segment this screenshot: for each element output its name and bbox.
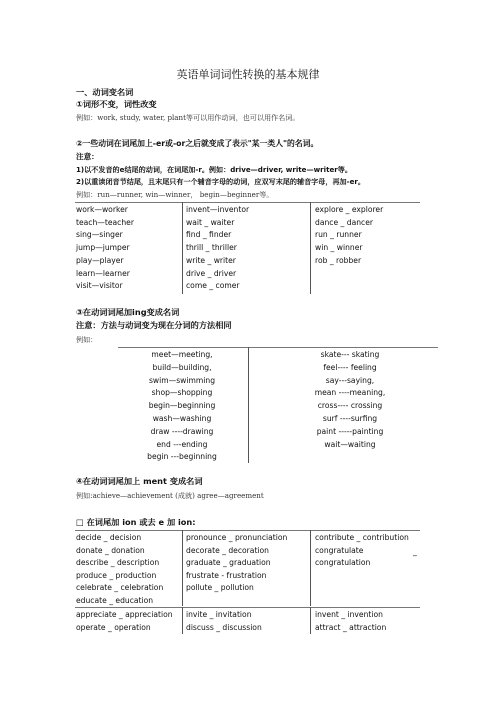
table-cell: attract _ attraction [315, 622, 387, 632]
list-item: feel---- feeling [323, 362, 377, 372]
table-cell: visit—visitor [76, 281, 123, 291]
ion-table-divider [182, 607, 183, 634]
table-cell: come _ comer [186, 281, 240, 291]
list-item: end ---ending [156, 439, 208, 449]
table-cell: invite _ invitation [186, 610, 252, 619]
document-title: 英语单词词性转换的基本规律 [176, 68, 320, 81]
rule-3-example-label: 例如： [76, 335, 98, 344]
list-item: meet—meeting, [151, 350, 213, 359]
list-item: draw ----drawing [150, 426, 214, 436]
table-cell: produce _ production [76, 570, 157, 580]
table-cell: decide _ decision [76, 533, 142, 542]
list-item: swim—swimming [148, 375, 216, 385]
table-cell: explore _ explorer [315, 205, 384, 214]
table-cell: play—player [76, 255, 124, 265]
ing-right-column [280, 349, 420, 451]
table-cell: pronounce _ pronunciation [186, 533, 288, 542]
rule-3-note: 注意：方法与动词变为现在分词的方法相同 [76, 320, 232, 330]
rule-2-heading: ②一些动词在词尾加上-er或-or之后就变成了表示"某一类人"的名词。 [76, 139, 319, 148]
ing-table-divider [248, 347, 249, 463]
table-cell: celebrate _ celebration [76, 583, 164, 592]
table-cell: invent—inventor [186, 205, 250, 214]
list-item: shop—shopping [151, 388, 213, 398]
list-item: begin—beginning [148, 401, 216, 411]
ion-table-divider [182, 530, 183, 606]
list-item: build—building, [152, 362, 212, 372]
ion-column [186, 532, 287, 595]
rule-4-heading: ④在动词词尾加上 ment 变成名词 [76, 476, 203, 486]
ion-table-top-border [75, 530, 420, 531]
table-cell: describe _ description [76, 558, 160, 567]
ion-column [315, 609, 386, 634]
ion-table-divider [310, 530, 311, 606]
table-cell: dance _ dancer [315, 217, 374, 227]
table-divider [182, 202, 183, 294]
table-cell: write _ writer [186, 255, 236, 265]
table-column [186, 204, 249, 293]
table-cell: educate _ education [76, 595, 154, 605]
rule-2-note-1: 1)以不发音的e结尾的动词，在词尾加-r。例如：drive—driver, write—writer等。 [76, 165, 352, 174]
ion-column [315, 532, 409, 570]
table-cell: congratulation [315, 558, 371, 567]
table-cell: learn—learner [76, 268, 130, 278]
table-cell: drive _ driver [186, 268, 237, 278]
list-item: skate--- skating [320, 350, 380, 359]
table-cell: contribute _ contribution [315, 533, 409, 542]
list-item: paint -----painting [316, 426, 384, 436]
table-cell-underscore: _ [413, 547, 417, 556]
rule-3-heading: ③在动词词尾加ing变成名词 [76, 307, 180, 317]
list-item: say---saying, [325, 375, 375, 385]
table-cell: find _ finder [186, 230, 232, 240]
table-cell: frustrate - frustration [186, 570, 267, 580]
table-cell: invent _ invention [315, 610, 383, 619]
table-cell: run _ runner [315, 230, 362, 240]
ing-table-top-border [118, 347, 438, 348]
ion-column [186, 609, 262, 634]
list-item: surf ----surfing [322, 413, 378, 423]
table-cell: work—worker [76, 205, 128, 214]
rule-1-heading: ①词形不变，词性改变 [76, 99, 157, 109]
rule-5-heading [76, 518, 196, 527]
list-item: wash—washing [152, 413, 212, 423]
table-cell: sing—singer [76, 230, 123, 240]
list-item: wait—waiting [324, 439, 376, 449]
list-item: begin ---beginning [147, 452, 217, 462]
table-cell: decorate _ decoration [186, 545, 269, 555]
rule-4-example: 例如:achieve—achievement (成就) agree—agreement [76, 491, 264, 500]
list-item: cross---- crossing [317, 401, 383, 411]
table-divider [310, 202, 311, 294]
rule-2-note-label: 注意： [76, 152, 99, 161]
table-cell: rob _ robber [315, 255, 362, 265]
ion-column [76, 532, 163, 607]
table-cell: graduate _ graduation [186, 558, 271, 567]
table-cell: donate _ donation [76, 545, 145, 555]
table-top-border [75, 202, 420, 203]
rule-5-heading-text: 在词尾加 ion 或去 e 加 ion: [86, 517, 196, 527]
rule-2-note-2: 2)以重读闭音节结尾，且末尾只有一个辅音字母的动词，应双写末尾的辅音字母，再加-er。 [76, 177, 365, 186]
ion-table-divider [310, 607, 311, 634]
ion-table-row-border [75, 607, 420, 608]
list-item: mean ----meaning, [314, 388, 386, 398]
rule-2-example: 例如：run—runner, win—winner， begin—beginner等。 [76, 190, 274, 199]
table-cell: appreciate _ appreciation [76, 610, 173, 619]
table-cell: wait _ waiter [186, 217, 235, 227]
table-cell: win _ winner [315, 243, 363, 253]
ing-left-column [118, 349, 246, 464]
table-cell: discuss _ discussion [186, 622, 262, 632]
checkbox-bullet-icon: □ [76, 517, 84, 527]
table-cell: jump—jumper [76, 243, 130, 253]
ion-column [76, 609, 173, 634]
table-cell: teach—teacher [76, 217, 134, 227]
table-cell: pollute _ pollution [186, 583, 254, 592]
table-column [76, 204, 134, 293]
table-cell: congratulate [315, 545, 364, 555]
table-cell: operate _ operation [76, 622, 151, 632]
table-cell: thrill _ thriller [186, 243, 237, 253]
section-heading-verb-to-noun: 一、动词变名词 [76, 87, 134, 97]
table-column [315, 204, 383, 268]
rule-1-example: 例如：work, study, water, plant等可以用作动词，也可以用作名词。 [76, 113, 300, 122]
